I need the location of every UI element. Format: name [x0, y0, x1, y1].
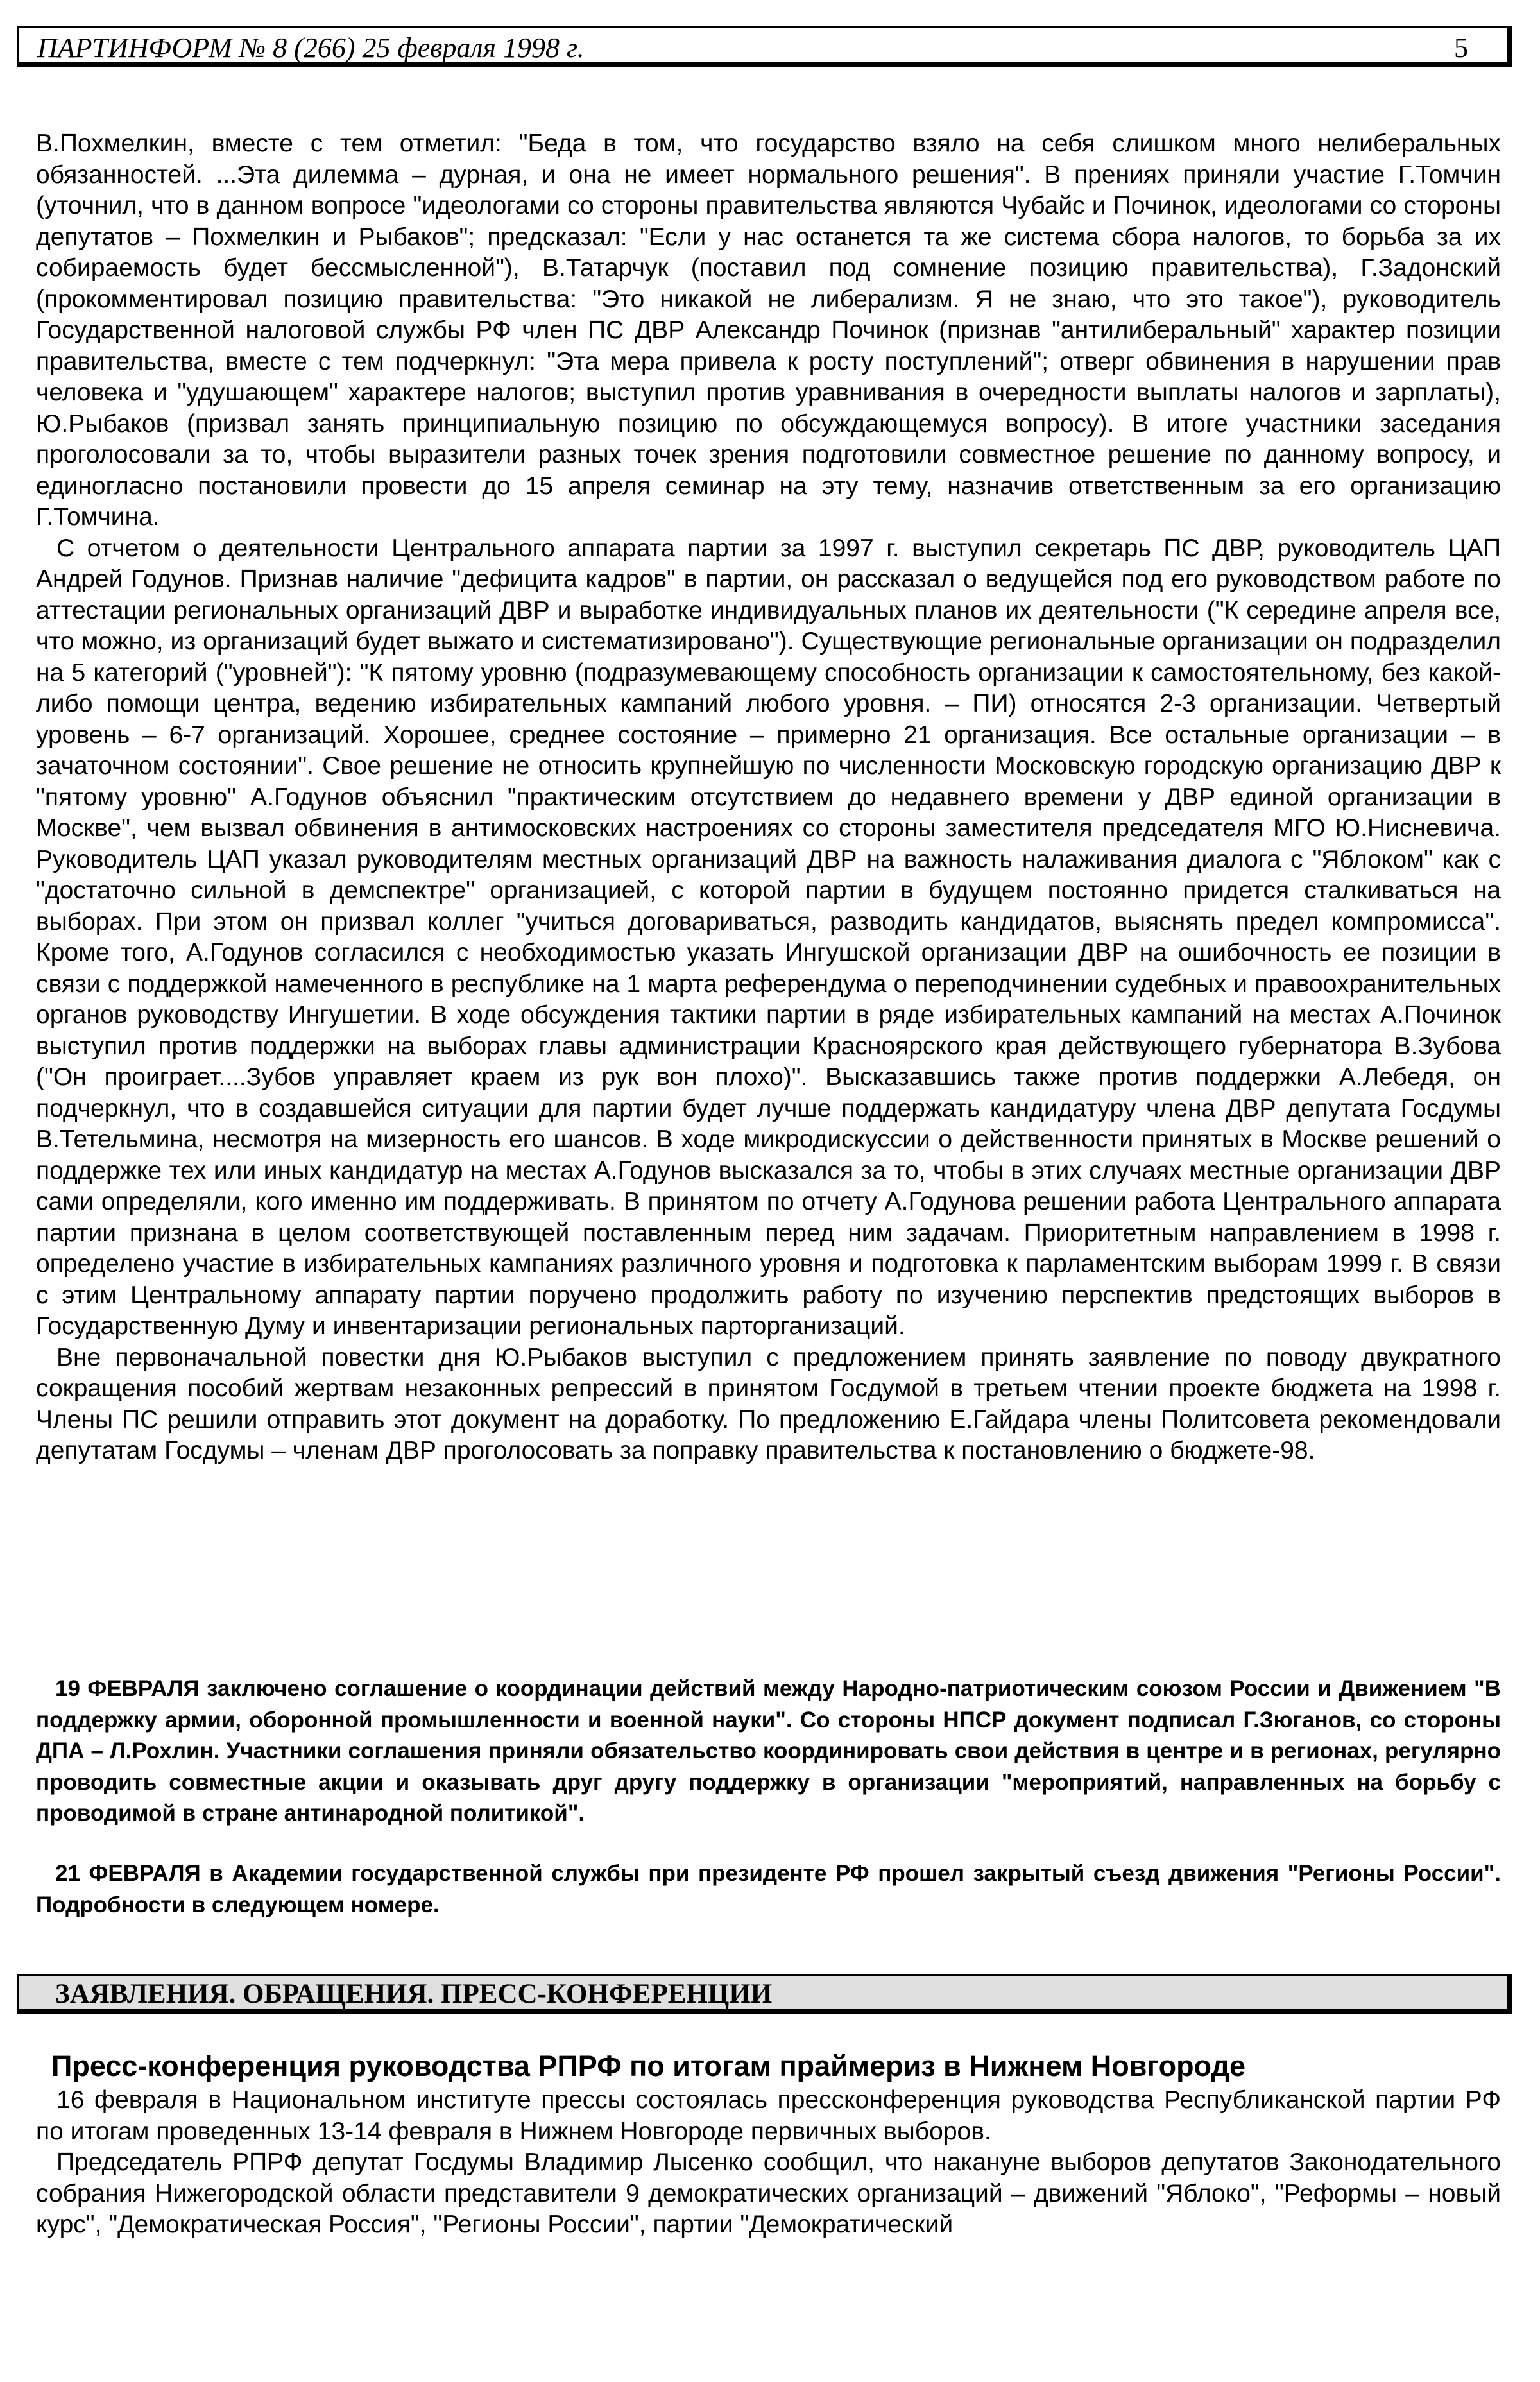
article-continuation: [36, 128, 1501, 1467]
section-title: ЗАЯВЛЕНИЯ. ОБРАЩЕНИЯ. ПРЕСС-КОНФЕРЕНЦИИ: [55, 1979, 773, 2009]
press-conference-paragraph: 16 февраля в Национальном институте прессы состоялась прессконференция руководства Республиканской партии РФ по итогам проведенных 13-14 февраля в Нижнем Новгороде первичных выборов.: [36, 2086, 1501, 2145]
publication-title: ПАРТИНФОРМ № 8 (266) 25 февраля 1998 г.: [37, 32, 585, 64]
page-header: [17, 26, 1512, 67]
section-header: [17, 1974, 1512, 2014]
article-paragraph: С отчетом о деятельности Центрального аппарата партии за 1997 г. выступил секретарь ПС ДВР, руководитель ЦАП Андрей Годунов. Признав наличие "дефицита кадров" в партии, он рассказал о ведущейся под его руководством работе по аттестации региональных организаций ДВР и выработке индивидуальных планов их деятельности ("К середине апреля все, что можно, из организаций будет выжато и систематизировано"). Существующие региональные организации он подразделил на 5 категорий ("уровней"): "К пятому уровню (подразумевающему способность организации к самостоятельному, без какой-либо помощи центра, ведению избирательных кампаний любого уровня. – ПИ) относятся 2-3 организации. Четвертый уровень – 6-7 организаций. Хорошее, среднее состояние – примерно 21 организация. Все остальные организации – в зачаточном состоянии". Свое решение не относить крупнейшую по численности Московскую городскую организацию ДВР к "пятому уровню" А.Годунов объяснил "практическим отсутствием до недавнего времени у ДВР единой организации в Москве", чем вызвал обвинения в антимосковских настроениях со стороны заместителя председателя МГО Ю.Нисневича. Руководитель ЦАП указал руководителям местных организаций ДВР на важность налаживания диалога с "Яблоком" как с "достаточно сильной в демспектре" организацией, с которой партии в будущем постоянно придется сталкиваться на выборах. При этом он призвал коллег "учиться договариваться, разводить кандидатов, выяснять предел компромисса". Кроме того, А.Годунов согласился с необходимостью указать Ингушской организации ДВР на ошибочность ее позиции в связи с поддержкой намеченного в республике на 1 марта референдума о переподчинении судебных и правоохранительных органов руководству Ингушетии. В ходе обсуждения тактики партии в ряде избирательных кампаний на местах А.Починок выступил против поддержки на выборах главы администрации Красноярского края действующего губернатора В.Зубова ("Он проиграет....Зубов управляет краем из рук вон плохо)". Высказавшись также против поддержки А.Лебедя, он подчеркнул, что в создавшейся ситуации для партии будет лучше поддержать кандидатуру члена ДВР депутата Госдумы В.Тетельмина, несмотря на мизерность его шансов. В ходе микродискуссии о действенности принятых в Москве решений о поддержке тех или иных кандидатур на местах А.Годунов высказался за то, чтобы в этих случаях местные организации ДВР сами определяли, кого именно им поддерживать. В принятом по отчету А.Годунова решении работа Центрального аппарата партии признана в целом соответствующей поставленным перед ним задачам. Приоритетным направлением в 1998 г. определено участие в избирательных кампаниях различного уровня и подготовка к парламентским выборам 1999 г. В связи с этим Центральному аппарату партии поручено продолжить работу по изучению перспектив предстоящих выборов в Государственную Думу и инвентаризации региональных парторганизаций.: [36, 534, 1501, 1340]
news-item-text: 21 ФЕВРАЛЯ в Академии государственной службы при президенте РФ прошел закрытый съезд движения "Регионы России". Подробности в следующем номере.: [36, 1861, 1501, 1917]
news-item: [36, 1858, 1501, 1921]
press-conference-paragraph: Председатель РПРФ депутат Госдумы Владимир Лысенко сообщил, что накануне выборов депутатов Законодательного собрания Нижегородской области представители 9 демократических организаций – движений "Яблоко", "Реформы – новый курс", "Демократическая Россия", "Регионы России", партии "Демократический: [36, 2148, 1501, 2238]
page-number: 5: [1454, 32, 1468, 64]
press-conference-heading: Пресс-конференция руководства РПРФ по итогам праймериз в Нижнем Новгороде: [51, 2050, 1246, 2082]
article-paragraph: В.Похмелкин, вместе с тем отметил: "Беда в том, что государство взяло на себя слишком много нелиберальных обязанностей. ...Эта дилемма – дурная, и она не имеет нормального решения". В прениях приняли участие Г.Томчин (уточнил, что в данном вопросе "идеологами со стороны правительства являются Чубайс и Починок, идеологами со стороны депутатов – Похмелкин и Рыбаков"; предсказал: "Если у нас останется та же система сбора налогов, то борьба за их собираемость будет бессмысленной"), В.Татарчук (поставил под сомнение позицию правительства), Г.Задонский (прокомментировал позицию правительства: "Это никакой не либерализм. Я не знаю, что это такое"), руководитель Государственной налоговой службы РФ член ПС ДВР Александр Починок (признав "антилиберальный" характер позиции правительства, вместе с тем подчеркнул: "Эта мера привела к росту поступлений"; отверг обвинения в нарушении прав человека и "удушающем" характере налогов; выступил против уравнивания в очередности выплаты налогов и зарплаты), Ю.Рыбаков (призвал занять принципиальную позицию по обсуждающемуся вопросу). В итоге участники заседания проголосовали за то, чтобы выразители разных точек зрения подготовили совместное решение по данному вопросу, и единогласно постановили провести до 15 апреля семинар на эту тему, назначив ответственным за его организацию Г.Томчина.: [36, 130, 1501, 531]
press-conference-body: [36, 2085, 1501, 2241]
news-item: [36, 1674, 1501, 1829]
article-paragraph: Вне первоначальной повестки дня Ю.Рыбаков выступил с предложением принять заявление по поводу двукратного сокращения пособий жертвам незаконных репрессий в принятом Госдумой в третьем чтении проекте бюджета на 1998 г. Члены ПС решили отправить этот документ на доработку. По предложению Е.Гайдара члены Политсовета рекомендовали депутатам Госдумы – членам ДВР проголосовать за поправку правительства к постановлению о бюджете-98.: [36, 1343, 1501, 1464]
news-item-text: 19 ФЕВРАЛЯ заключено соглашение о координации действий между Народно-патриотическим союзом России и Движением "В поддержку армии, оборонной промышленности и военной науки". Со стороны НПСР документ подписал Г.Зюганов, со стороны ДПА – Л.Рохлин. Участники соглашения приняли обязательство координировать свои действия в центре и в регионах, регулярно проводить совместные акции и оказывать друг другу поддержку в организации "мероприятий, направленных на борьбу с проводимой в стране антинародной политикой".: [36, 1676, 1501, 1826]
